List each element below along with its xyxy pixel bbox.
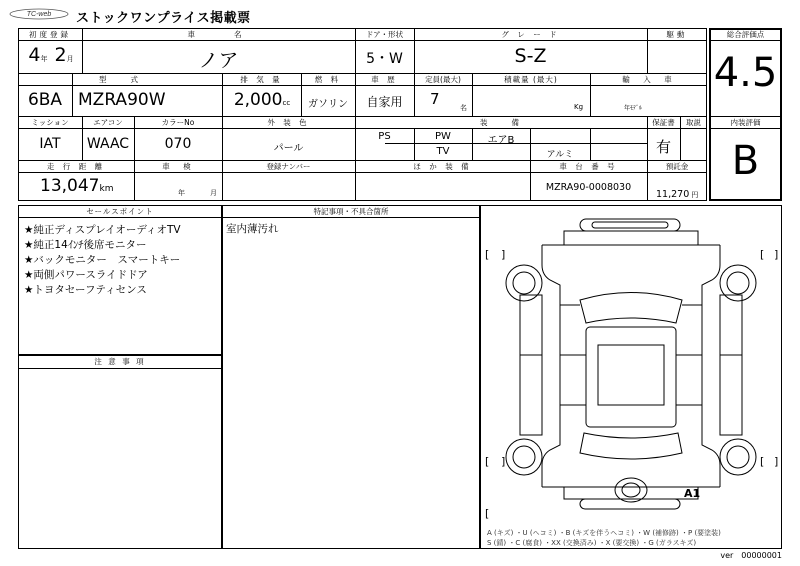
door-label: ドア・形状	[365, 30, 404, 39]
mileage-number: 13,047	[40, 176, 100, 196]
body-outline	[542, 245, 720, 487]
logo-text: TC-web	[26, 11, 52, 18]
bracket-open: [	[485, 507, 490, 520]
capacity-unit: 名	[460, 104, 467, 112]
notes-label: 注 意 事 項	[94, 357, 146, 366]
roof	[586, 327, 676, 427]
legend-line: A (キズ) ・U (ヘコミ) ・B (キズを伴うヘコミ) ・W (補修跡) ・P (要塗装)	[487, 529, 721, 537]
equipment-label: 装 備	[480, 118, 522, 127]
import-label: 輸 入 車	[622, 75, 675, 84]
notes-box	[18, 355, 222, 549]
version-label: ver 00000001	[720, 551, 782, 560]
deposit-label: 預託金	[665, 162, 689, 171]
grade-value: S-Z	[514, 45, 547, 67]
roof-panel	[598, 345, 664, 405]
load-unit: Kg	[574, 103, 584, 111]
front-bumper	[580, 219, 680, 231]
windshield	[580, 293, 682, 324]
deposit-unit: 円	[691, 191, 699, 199]
warranty-label: 保証書	[652, 118, 675, 127]
sales-point-item: ★トヨタセーフティセンス	[24, 284, 147, 296]
equip-tv: TV	[436, 146, 450, 157]
first-reg-value	[22, 44, 80, 66]
bracket-close: ]	[774, 455, 779, 468]
sales-point-item: ★純正ディスプレイオーディオTV	[24, 224, 181, 236]
mileage-label: 走 行 距 離	[46, 162, 106, 171]
bracket-close: ]	[501, 455, 506, 468]
special-notes-label: 特記事項・不具合箇所	[313, 207, 389, 216]
sales-point-item: ★両側パワースライドドア	[24, 269, 148, 281]
grade-label: グ レ ー ド	[501, 30, 560, 39]
mileage-unit: km	[99, 184, 114, 194]
bracket-close: ]	[501, 248, 506, 261]
chassis-value: MZRA90-0008030	[545, 182, 632, 193]
displacement-label: 排 気 量	[240, 75, 283, 84]
history-value: 自家用	[366, 95, 403, 109]
first-reg-year: 4	[28, 44, 41, 66]
deposit-value	[656, 182, 698, 201]
fuel-value: ガソリン	[308, 99, 348, 110]
interior-score-value: B	[731, 138, 760, 184]
mission-label: ミッション	[31, 118, 69, 127]
sales-point-item: ★純正14ｲﾝﾁ後席モニター	[24, 239, 147, 251]
door-lines	[560, 305, 702, 405]
aircon-label: エアコン	[93, 118, 123, 127]
spare-tire	[615, 478, 647, 502]
special-notes-box	[222, 205, 480, 549]
bracket-open: [	[485, 455, 490, 468]
displacement-number: 2,000	[233, 90, 283, 110]
deposit-number: 11,270	[656, 189, 690, 200]
door-value: 5・W	[366, 51, 403, 67]
chassis-label: 車 台 番 号	[559, 162, 618, 171]
interior-score-label: 内装評価	[730, 118, 761, 127]
inspection-label: 車 検	[162, 162, 194, 171]
bracket-open: [	[485, 248, 490, 261]
fuel-label: 燃 料	[314, 75, 342, 84]
special-notes-text: 室内薄汚れ	[226, 223, 279, 235]
model-value: MZRA90W	[78, 90, 166, 110]
rear-left-tire	[506, 439, 542, 475]
exterior-color-value: パール	[273, 143, 304, 154]
year-unit: 年	[40, 55, 48, 63]
first-reg-month: 2	[54, 44, 67, 66]
model-label: 型 式	[99, 75, 141, 84]
rear-bumper	[580, 499, 680, 509]
first-reg-label: 初度登録	[29, 30, 71, 39]
side-panels	[520, 295, 742, 435]
aircon-value: WAAC	[86, 136, 130, 152]
document-title: ストックワンプライス掲載票	[76, 11, 251, 26]
front-left-tire	[506, 265, 542, 301]
bracket-open: [	[760, 455, 765, 468]
front-panel	[564, 231, 698, 245]
equip-alloy: アルミ	[546, 150, 574, 160]
equip-pw: PW	[435, 131, 451, 142]
month-unit: 月	[66, 55, 74, 63]
body-ends	[542, 245, 720, 487]
displacement-unit: cc	[282, 99, 291, 107]
color-no-label: カラーNo	[161, 118, 195, 127]
legend-line: S (錆) ・C (腐食) ・XX (交換済み) ・X (要交換) ・G (ガラスキズ)	[487, 539, 697, 547]
import-model-year: 年ﾓﾃﾞﾙ	[624, 105, 643, 112]
load-label: 積載量 (最大)	[504, 75, 558, 84]
warranty-value: 有	[655, 138, 671, 156]
other-equip-label: ほ か 装 備	[413, 162, 472, 171]
drive-label: 駆動	[666, 30, 688, 39]
bracket-close: ]	[774, 248, 779, 261]
sales-point-item: ★バックモニター スマートキー	[24, 254, 181, 266]
rear-right-tire	[720, 439, 756, 475]
rear-window	[580, 433, 682, 459]
front-right-tire	[720, 265, 756, 301]
brand-logo	[8, 5, 70, 19]
inspection-month-unit: 月	[210, 189, 217, 197]
plate-label: 登録ナンバー	[266, 162, 311, 171]
manual-label: 取説	[686, 118, 701, 127]
equip-ps: PS	[378, 131, 391, 142]
bracket-open: [	[760, 248, 765, 261]
capacity-value: 7	[430, 90, 440, 108]
car-diagram	[480, 205, 782, 527]
equip-airbag: エアB	[487, 135, 515, 146]
car-name-label: 車 名	[187, 30, 250, 39]
damage-code-a1: A1	[684, 487, 701, 500]
mileage-value	[40, 176, 113, 196]
damage-legend	[487, 528, 721, 548]
displacement-value	[226, 90, 298, 110]
history-label: 車 歴	[371, 75, 398, 84]
front-grille	[592, 222, 668, 228]
exterior-label: 外 装 色	[267, 118, 310, 127]
capacity-label: 定員(最大)	[425, 75, 461, 84]
overall-score-label: 総合評価点	[726, 30, 765, 39]
sales-points-label: セールスポイント	[86, 207, 154, 216]
inspection-year-unit: 年	[178, 189, 185, 197]
car-name-value: ノア	[198, 48, 239, 72]
overall-score-value: 4.5	[713, 50, 778, 96]
color-no-value: 070	[164, 136, 192, 152]
model-prefix-value: 6BA	[27, 90, 63, 110]
mission-value: IAT	[39, 136, 61, 152]
